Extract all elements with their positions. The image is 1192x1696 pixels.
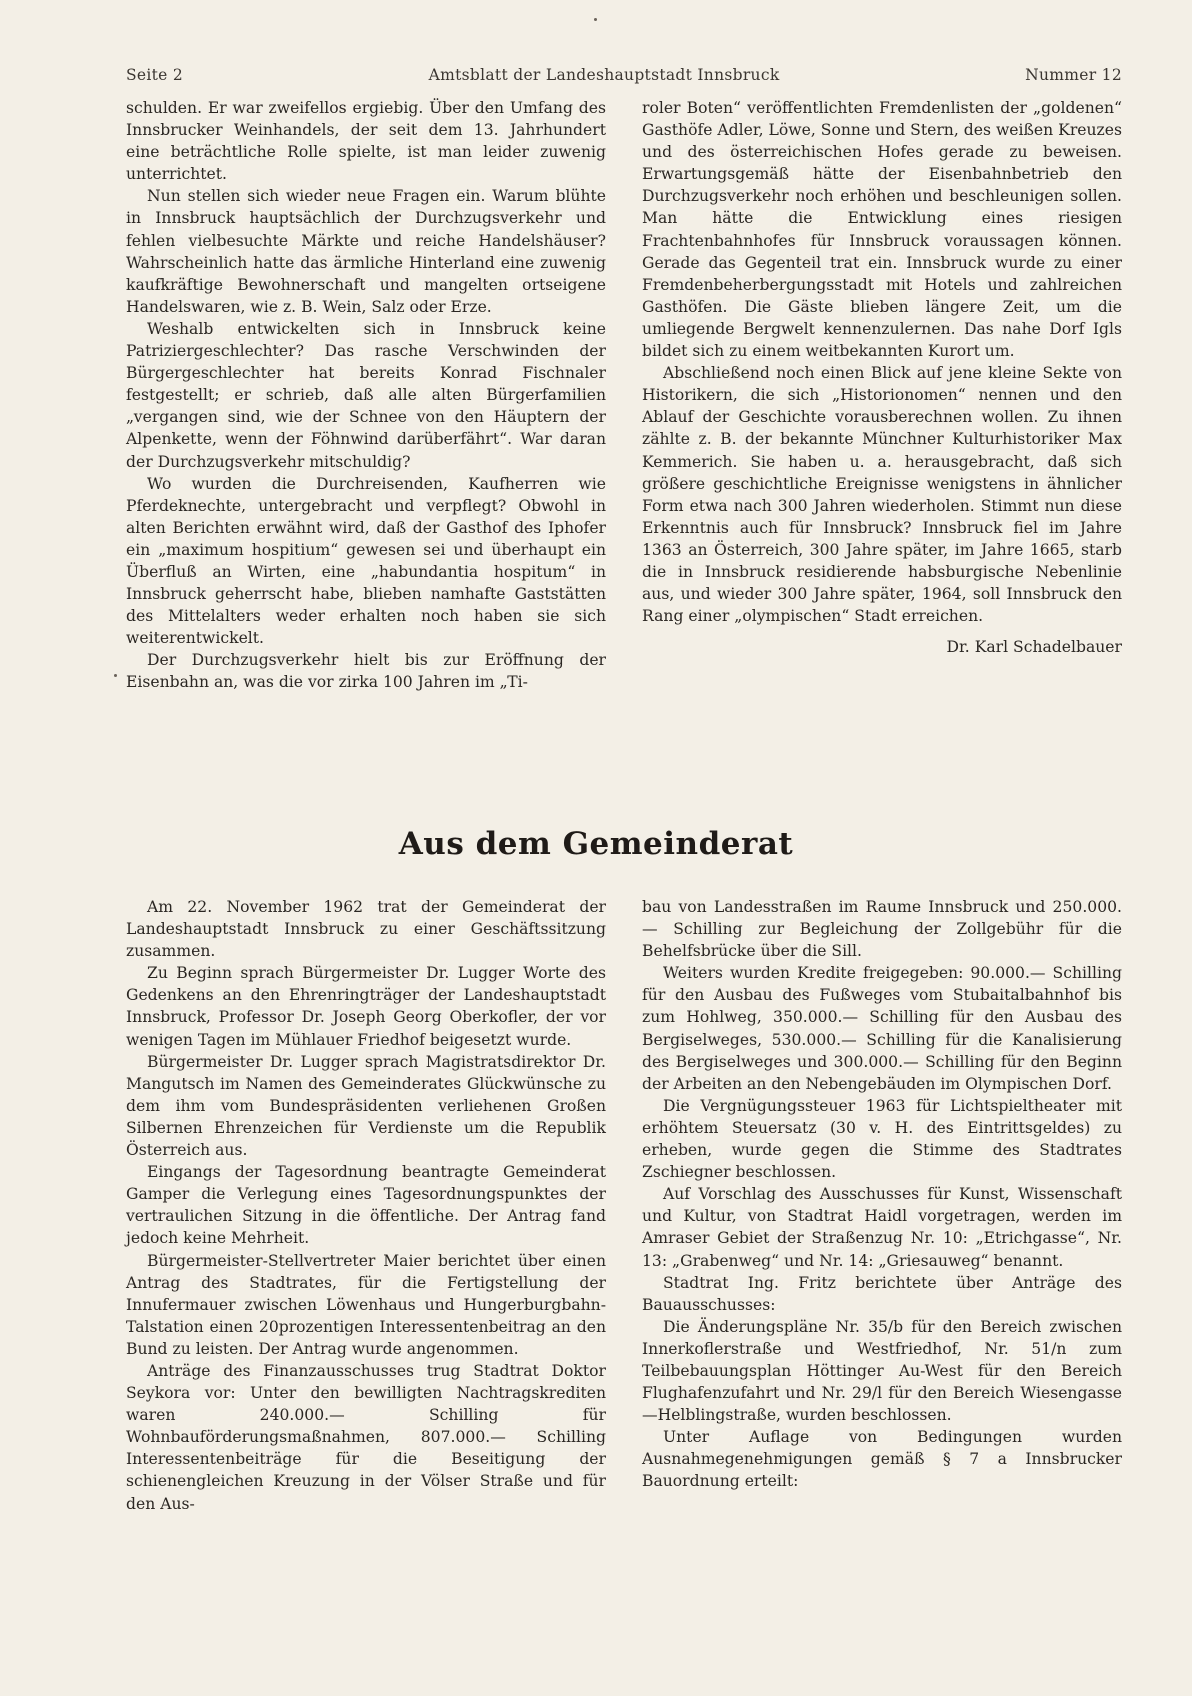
- paragraph: Weiters wurden Kredite freigegeben: 90.000.— Schilling für den Ausbau des Fußweges vom Stubaitalbahnhof bis zum Hohlweg, 350.000.— Schilling für den Ausbau des Bergiselweges, 530.000.— Schilling für die Kanalisierung des Bergiselweges und 300.000.— Schilling für den Beginn der Arbeiten an den Nebengebäuden im Olympischen Dorf.: [642, 964, 1122, 1093]
- paragraph: Nun stellen sich wieder neue Fragen ein. Warum blühte in Innsbruck hauptsächlich der Durchzugsverkehr und fehlen vielbesuchte Märkte und reiche Handelshäuser? Wahrscheinlich hatte das ärmliche Hinterland eine zuwenig kaufkräftige Bewohnerschaft und mangelten ortseigene Handelswaren, wie z. B. Wein, Salz oder Erze.: [126, 187, 606, 316]
- paragraph: Zu Beginn sprach Bürgermeister Dr. Lugger Worte des Gedenkens an den Ehrenringträger der Landeshauptstadt Innsbruck, Professor Dr. Joseph Georg Oberkofler, der vor wenigen Tagen im Mühlauer Friedhof beigesetzt wurde.: [126, 964, 606, 1049]
- running-head: [126, 66, 1122, 84]
- paragraph: Abschließend noch einen Blick auf jene kleine Sekte von Historikern, die sich „Historionomen“ nennen und den Ablauf der Geschichte vorausberechnen wollen. Zu ihnen zählte z. B. der bekannte Münchner Kulturhistoriker Max Kemmerich. Sie haben u. a. herausgebracht, daß sich größere geschichtliche Ereignisse wenigstens in ähnlicher Form etwa nach 300 Jahren wiederholen. Stimmt nun diese Erkenntnis auch für Innsbruck? Innsbruck fiel im Jahre 1363 an Österreich, 300 Jahre später, im Jahre 1665, starb die in Innsbruck residierende habsburgische Nebenlinie aus, und wieder 300 Jahre später, 1964, soll Innsbruck den Rang einer „olympischen“ Stadt erreichen.: [642, 364, 1122, 626]
- paragraph: Am 22. November 1962 trat der Gemeinderat der Landeshauptstadt Innsbruck zu einer Geschäftssitzung zusammen.: [126, 898, 606, 961]
- paragraph: Bürgermeister-Stellvertreter Maier berichtet über einen Antrag des Stadtrates, für die Fertigstellung der Innufermauer zwischen Löwenhaus und Hungerburgbahn-Talstation einen 20prozentigen Interessentenbeitrag an den Bund zu leisten. Der Antrag wurde angenommen.: [126, 1251, 606, 1358]
- paragraph: bau von Landesstraßen im Raume Innsbruck und 250.000.— Schilling zur Begleichung der Zollgebühr für die Behelfsbrücke über die Sill.: [642, 898, 1122, 961]
- author-signature: Dr. Karl Schadelbauer: [946, 638, 1122, 657]
- paragraph: Stadtrat Ing. Fritz berichtete über Anträge des Bauausschusses:: [642, 1273, 1122, 1314]
- council-report-right-column: [642, 896, 1122, 1515]
- paragraph: Der Durchzugsverkehr hielt bis zur Eröffnung der Eisenbahn an, was die vor zirka 100 Jahren im „Ti-: [126, 651, 606, 692]
- print-speck: [594, 18, 597, 21]
- paragraph: Wo wurden die Durchreisenden, Kaufherren wie Pferdeknechte, untergebracht und verpflegt? Obwohl in alten Berichten erwähnt wird, daß der Gasthof des Iphofer ein „maximum hospitium“ gewesen sei und überhaupt ein Überfluß an Wirten, eine „habundantia hospitum“ in Innsbruck geherrscht habe, blieben namhafte Gaststätten des Mittelalters weder erhalten noch haben sie sich weiterentwickelt.: [126, 474, 606, 648]
- council-report-columns: [126, 896, 1122, 1515]
- publication-title: Amtsblatt der Landeshauptstadt Innsbruck: [428, 66, 780, 84]
- print-speck: [114, 674, 117, 677]
- paragraph: roler Boten“ veröffentlichten Fremdenlisten der „goldenen“ Gasthöfe Adler, Löwe, Sonne und Stern, des weißen Kreuzes und des österreichischen Hofes gerade zu beweisen. Erwartungsgemäß hätte der Eisenbahnbetrieb den Durchzugsverkehr noch erhöhen und beschleunigen sollen. Man hätte die Entwicklung eines riesigen Frachtenbahnhofes für Innsbruck voraussagen können. Gerade das Gegenteil trat ein. Innsbruck wurde zu einer Fremdenbeherbergungsstadt mit Hotels und zahlreichen Gasthöfen. Die Gäste blieben längere Zeit, um die umliegende Bergwelt kennenzulernen. Das nahe Dorf Igls bildet sich zu einem weitbekannten Kurort um.: [642, 99, 1122, 361]
- section-heading: Aus dem Gemeinderat: [398, 826, 794, 862]
- article-history-left-column: [126, 97, 606, 694]
- council-report-left-column: [126, 896, 606, 1515]
- paragraph: schulden. Er war zweifellos ergiebig. Über den Umfang des Innsbrucker Weinhandels, der seit dem 13. Jahrhundert eine beträchtliche Rolle spielte, ist man leider zuwenig unterrichtet.: [126, 99, 606, 184]
- article-history-columns: [126, 97, 1122, 694]
- page-number: Seite 2: [126, 66, 184, 84]
- issue-number: Nummer 12: [1025, 66, 1122, 84]
- paragraph: Bürgermeister Dr. Lugger sprach Magistratsdirektor Dr. Mangutsch im Namen des Gemeinderates Glückwünsche zu dem ihm vom Bundespräsidenten verliehenen Großen Silbernen Ehrenzeichen für Verdienste um die Republik Österreich aus.: [126, 1052, 606, 1160]
- paragraph: Auf Vorschlag des Ausschusses für Kunst, Wissenschaft und Kultur, von Stadtrat Haidl vorgetragen, werden im Amraser Gebiet der Straßenzug Nr. 10: „Etrichgasse“, Nr. 13: „Grabenweg“ und Nr. 14: „Griesauweg“ benannt.: [642, 1185, 1122, 1270]
- paragraph: Eingangs der Tagesordnung beantragte Gemeinderat Gamper die Verlegung eines Tagesordnungspunktes der vertraulichen Sitzung in die öffentliche. Der Antrag fand jedoch keine Mehrheit.: [126, 1163, 606, 1248]
- paragraph: Weshalb entwickelten sich in Innsbruck keine Patriziergeschlechter? Das rasche Verschwinden der Bürgergeschlechter hat bereits Konrad Fischnaler festgestellt; er schrieb, daß alle alten Bürgerfamilien „vergangen sind, wie der Schnee von den Häuptern der Alpenkette, wenn der Föhnwind darüberfährt“. War daran der Durchzugsverkehr mitschuldig?: [126, 319, 606, 471]
- paragraph: Anträge des Finanzausschusses trug Stadtrat Doktor Seykora vor: Unter den bewilligten Nachtragskrediten waren 240.000.— Schilling für Wohnbauförderungsmaßnahmen, 807.000.— Schilling Interessentenbeiträge für die Beseitigung der schienengleichen Kreuzung in der Völser Straße und für den Aus-: [126, 1361, 606, 1513]
- paragraph: Die Änderungspläne Nr. 35/b für den Bereich zwischen Innerkoflerstraße und Westfriedhof, Nr. 51/n zum Teilbebauungsplan Höttinger Au-West für den Bereich Flughafenzufahrt und Nr. 29/l für den Bereich Wiesengasse—Helblingstraße, wurden beschlossen.: [642, 1317, 1122, 1425]
- paragraph: Unter Auflage von Bedingungen wurden Ausnahmegenehmigungen gemäß § 7 a Innsbrucker Bauordnung erteilt:: [642, 1428, 1122, 1491]
- article-history-right-column: [642, 97, 1122, 694]
- paragraph: Die Vergnügungssteuer 1963 für Lichtspieltheater mit erhöhtem Steuersatz (30 v. H. des Eintrittsgeldes) zu erheben, wurde gegen die Stimme des Stadtrates Zschiegner beschlossen.: [642, 1096, 1122, 1182]
